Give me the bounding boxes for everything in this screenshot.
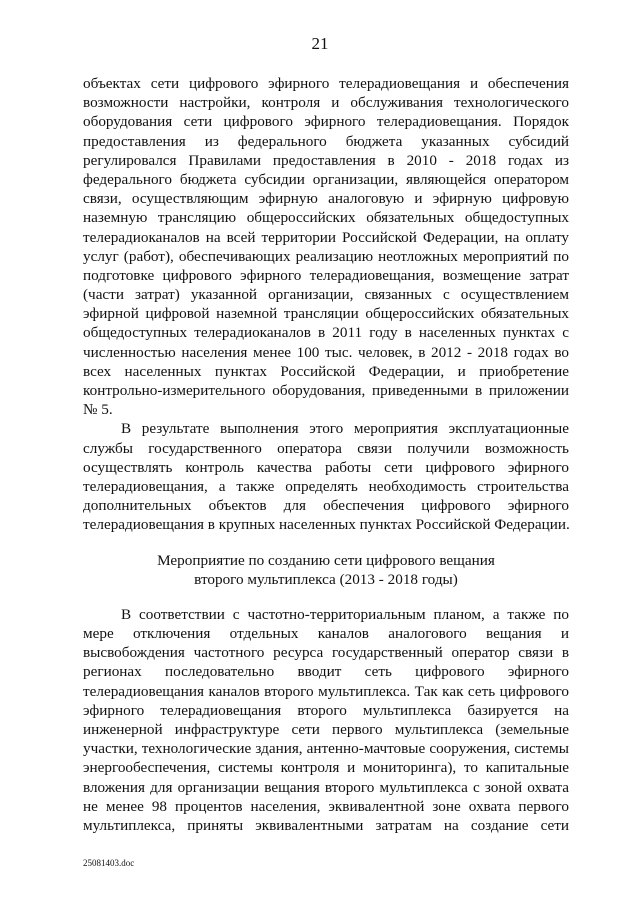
- text-line: телерадиовещания каналов второго мультиплекса. Так как сеть цифрового: [83, 682, 569, 700]
- text-line: федерального бюджета субсидии организации, являющейся оператором: [83, 170, 569, 188]
- text-line: предоставления из федерального бюджета указанных субсидий: [83, 132, 569, 150]
- text-line: мере отключения отдельных каналов аналогового вещания и: [83, 625, 569, 643]
- text-line: не менее 98 процентов населения, эквивалентной зоне охвата первого: [83, 797, 569, 815]
- text-line: регионах последовательно вводит сеть цифрового эфирного: [83, 663, 569, 681]
- text-line: телерадиовещания в крупных населенных пунктах Российской Федерации.: [83, 516, 570, 534]
- text-line: дополнительных объектов для обеспечения цифрового эфирного: [83, 497, 569, 515]
- heading-line: Мероприятие по созданию сети цифрового вещания: [157, 551, 495, 569]
- text-line: возможности настройки, контроля и обслуживания технологического: [83, 94, 569, 112]
- section-heading: [83, 551, 569, 589]
- heading-line: второго мультиплекса (2013 - 2018 годы): [194, 570, 458, 588]
- text-line: службы государственного оператора связи получили возможность: [83, 439, 569, 457]
- text-line: инженерной инфраструктуре сети первого мультиплекса (земельные: [83, 721, 569, 738]
- text-line: В соответствии с частотно-территориальным планом, а также по: [121, 605, 569, 623]
- spacer: [83, 535, 569, 551]
- text-line: телерадиовещания, а также определять необходимость строительства: [83, 477, 569, 495]
- text-line: численностью населения менее 100 тыс. человек, в 2012 - 2018 годах во: [83, 343, 569, 361]
- text-line: наземную трансляцию общероссийских обязательных общедоступных: [83, 209, 569, 227]
- text-line: участки, технологические здания, антенно-мачтовые сооружения, системы: [83, 740, 569, 758]
- text-line: В результате выполнения этого мероприятия эксплуатационные: [121, 420, 569, 438]
- text-line: общедоступных телерадиоканалов в 2011 году в населенных пунктах с: [83, 324, 569, 342]
- text-line: эфирной цифровой наземной трансляции общероссийских обязательных: [83, 305, 569, 323]
- text-line: оборудования сети цифрового эфирного телерадиовещания. Порядок: [83, 113, 569, 131]
- text-line: энергообеспечения, системы контроля и мониторинга), то капитальные: [83, 759, 569, 777]
- text-line: объектах сети цифрового эфирного телерадиовещания и обеспечения: [83, 75, 569, 92]
- text-line: регулировался Правилами предоставления в 2010 - 2018 годах из: [83, 151, 569, 169]
- paragraph-3: [83, 605, 569, 835]
- text-line: эфирного телерадиовещания второго мультиплекса базируется на: [83, 701, 569, 719]
- paragraph-1: [83, 74, 569, 419]
- text-line: телерадиоканалов на всей территории Российской Федерации, на оплату: [83, 228, 569, 246]
- page-number: 21: [311, 34, 329, 53]
- text-line: высвобождения частотного ресурса государственный оператор связи в: [83, 644, 569, 662]
- spacer: [83, 589, 569, 605]
- text-line: мультиплекса, приняты эквивалентными затратам на создание сети: [83, 816, 569, 834]
- text-line: контрольно-измерительного оборудования, приведенными в приложении: [83, 382, 569, 399]
- text-line: связи, осуществляющим эфирную аналоговую и эфирную цифровую: [83, 190, 569, 208]
- text-line: подготовке цифрового эфирного телерадиовещания, возмещение затрат: [83, 266, 569, 284]
- document-footer-filename: 25081403.doc: [83, 858, 135, 868]
- text-line: (части затрат) указанной организации, связанных с осуществлением: [83, 286, 569, 304]
- paragraph-2: [83, 419, 569, 534]
- text-line: осуществлять контроль качества работы сети цифрового эфирного: [83, 458, 569, 476]
- text-line: услуг (работ), обеспечивающих реализацию неотложных мероприятий по: [83, 247, 569, 265]
- text-line: № 5.: [83, 401, 113, 419]
- document-body: [83, 74, 569, 835]
- text-line: вложения для организации вещания второго мультиплекса с зоной охвата: [83, 778, 569, 796]
- text-line: всех населенных пунктах Российской Федерации, и приобретение: [83, 362, 569, 380]
